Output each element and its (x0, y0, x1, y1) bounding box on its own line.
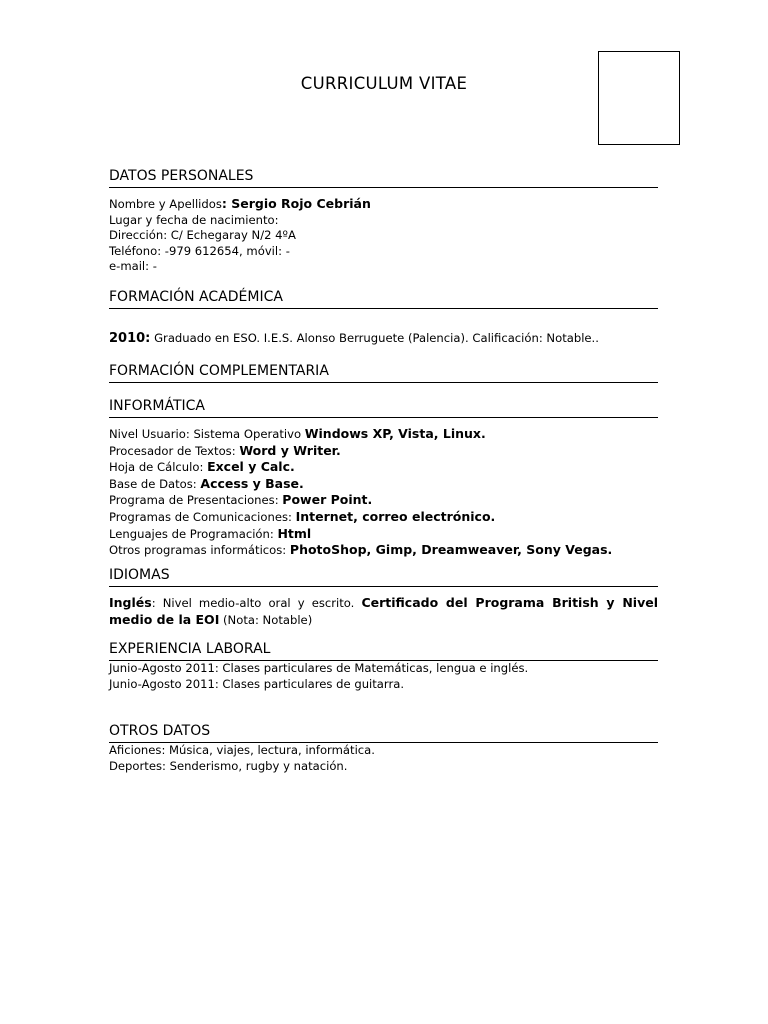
other-item: Deportes: Senderismo, rugby y natación. (109, 758, 348, 773)
it-item: Hoja de Cálculo: Excel y Calc. (109, 459, 295, 475)
academic-entry (109, 331, 658, 347)
other-item: Aficiones: Música, viajes, lectura, informática. (109, 743, 375, 757)
language-level: : Nivel medio-alto oral y escrito. (151, 596, 362, 610)
it-item: Otros programas informáticos: PhotoShop, Gimp, Dreamweaver, Sony Vegas. (109, 542, 613, 558)
complementary-heading: FORMACIÓN COMPLEMENTARIA (109, 363, 658, 383)
personal-heading: DATOS PERSONALES (109, 168, 658, 188)
academic-heading: FORMACIÓN ACADÉMICA (109, 289, 658, 309)
experience-item: Junio-Agosto 2011: Clases particulares de Matemáticas, lengua e inglés. (109, 661, 529, 675)
languages-heading: IDIOMAS (109, 567, 658, 587)
other-heading: OTROS DATOS (109, 723, 658, 743)
photo-placeholder (598, 51, 680, 145)
email-line: e-mail: - (109, 259, 157, 274)
language-entry (109, 595, 658, 628)
it-heading: INFORMÁTICA (109, 398, 658, 418)
academic-text: Graduado en ESO. I.E.S. Alonso Berruguete (Palencia). Calificación: Notable.. (150, 331, 599, 345)
it-item: Base de Datos: Access y Base. (109, 475, 304, 491)
experience-section (109, 641, 658, 692)
it-item: Lenguajes de Programación: Html (109, 525, 312, 541)
experience-item: Junio-Agosto 2011: Clases particulares de guitarra. (109, 676, 405, 691)
language-name: Inglés (109, 595, 152, 610)
languages-section (109, 567, 658, 628)
complementary-section (109, 363, 658, 383)
experience-heading: EXPERIENCIA LABORAL (109, 641, 658, 661)
academic-year: 2010: (109, 331, 151, 346)
name-label: Nombre y Apellidos (109, 197, 222, 211)
personal-section (109, 168, 658, 275)
birth-line: Lugar y fecha de nacimiento: (109, 212, 279, 227)
page-title: CURRICULUM VITAE (300, 74, 468, 93)
it-section (109, 398, 658, 559)
it-item: Programa de Presentaciones: Power Point. (109, 492, 373, 508)
it-item: Programas de Comunicaciones: Internet, correo electrónico. (109, 508, 496, 524)
name-line (109, 196, 658, 213)
address-line: Dirección: C/ Echegaray N/2 4ºA (109, 228, 296, 243)
language-cert: Certificado del Programa British y Nivel medio de la EOI (109, 595, 658, 627)
it-item: Procesador de Textos: Word y Writer. (109, 442, 341, 458)
it-item: Nivel Usuario: Sistema Operativo Windows XP, Vista, Linux. (109, 426, 486, 441)
language-note: (Nota: Notable) (219, 612, 313, 627)
other-section (109, 723, 658, 774)
academic-section (109, 289, 658, 347)
name-value: : Sergio Rojo Cebrián (221, 196, 371, 211)
phone-line: Teléfono: -979 612654, móvil: - (109, 243, 290, 258)
